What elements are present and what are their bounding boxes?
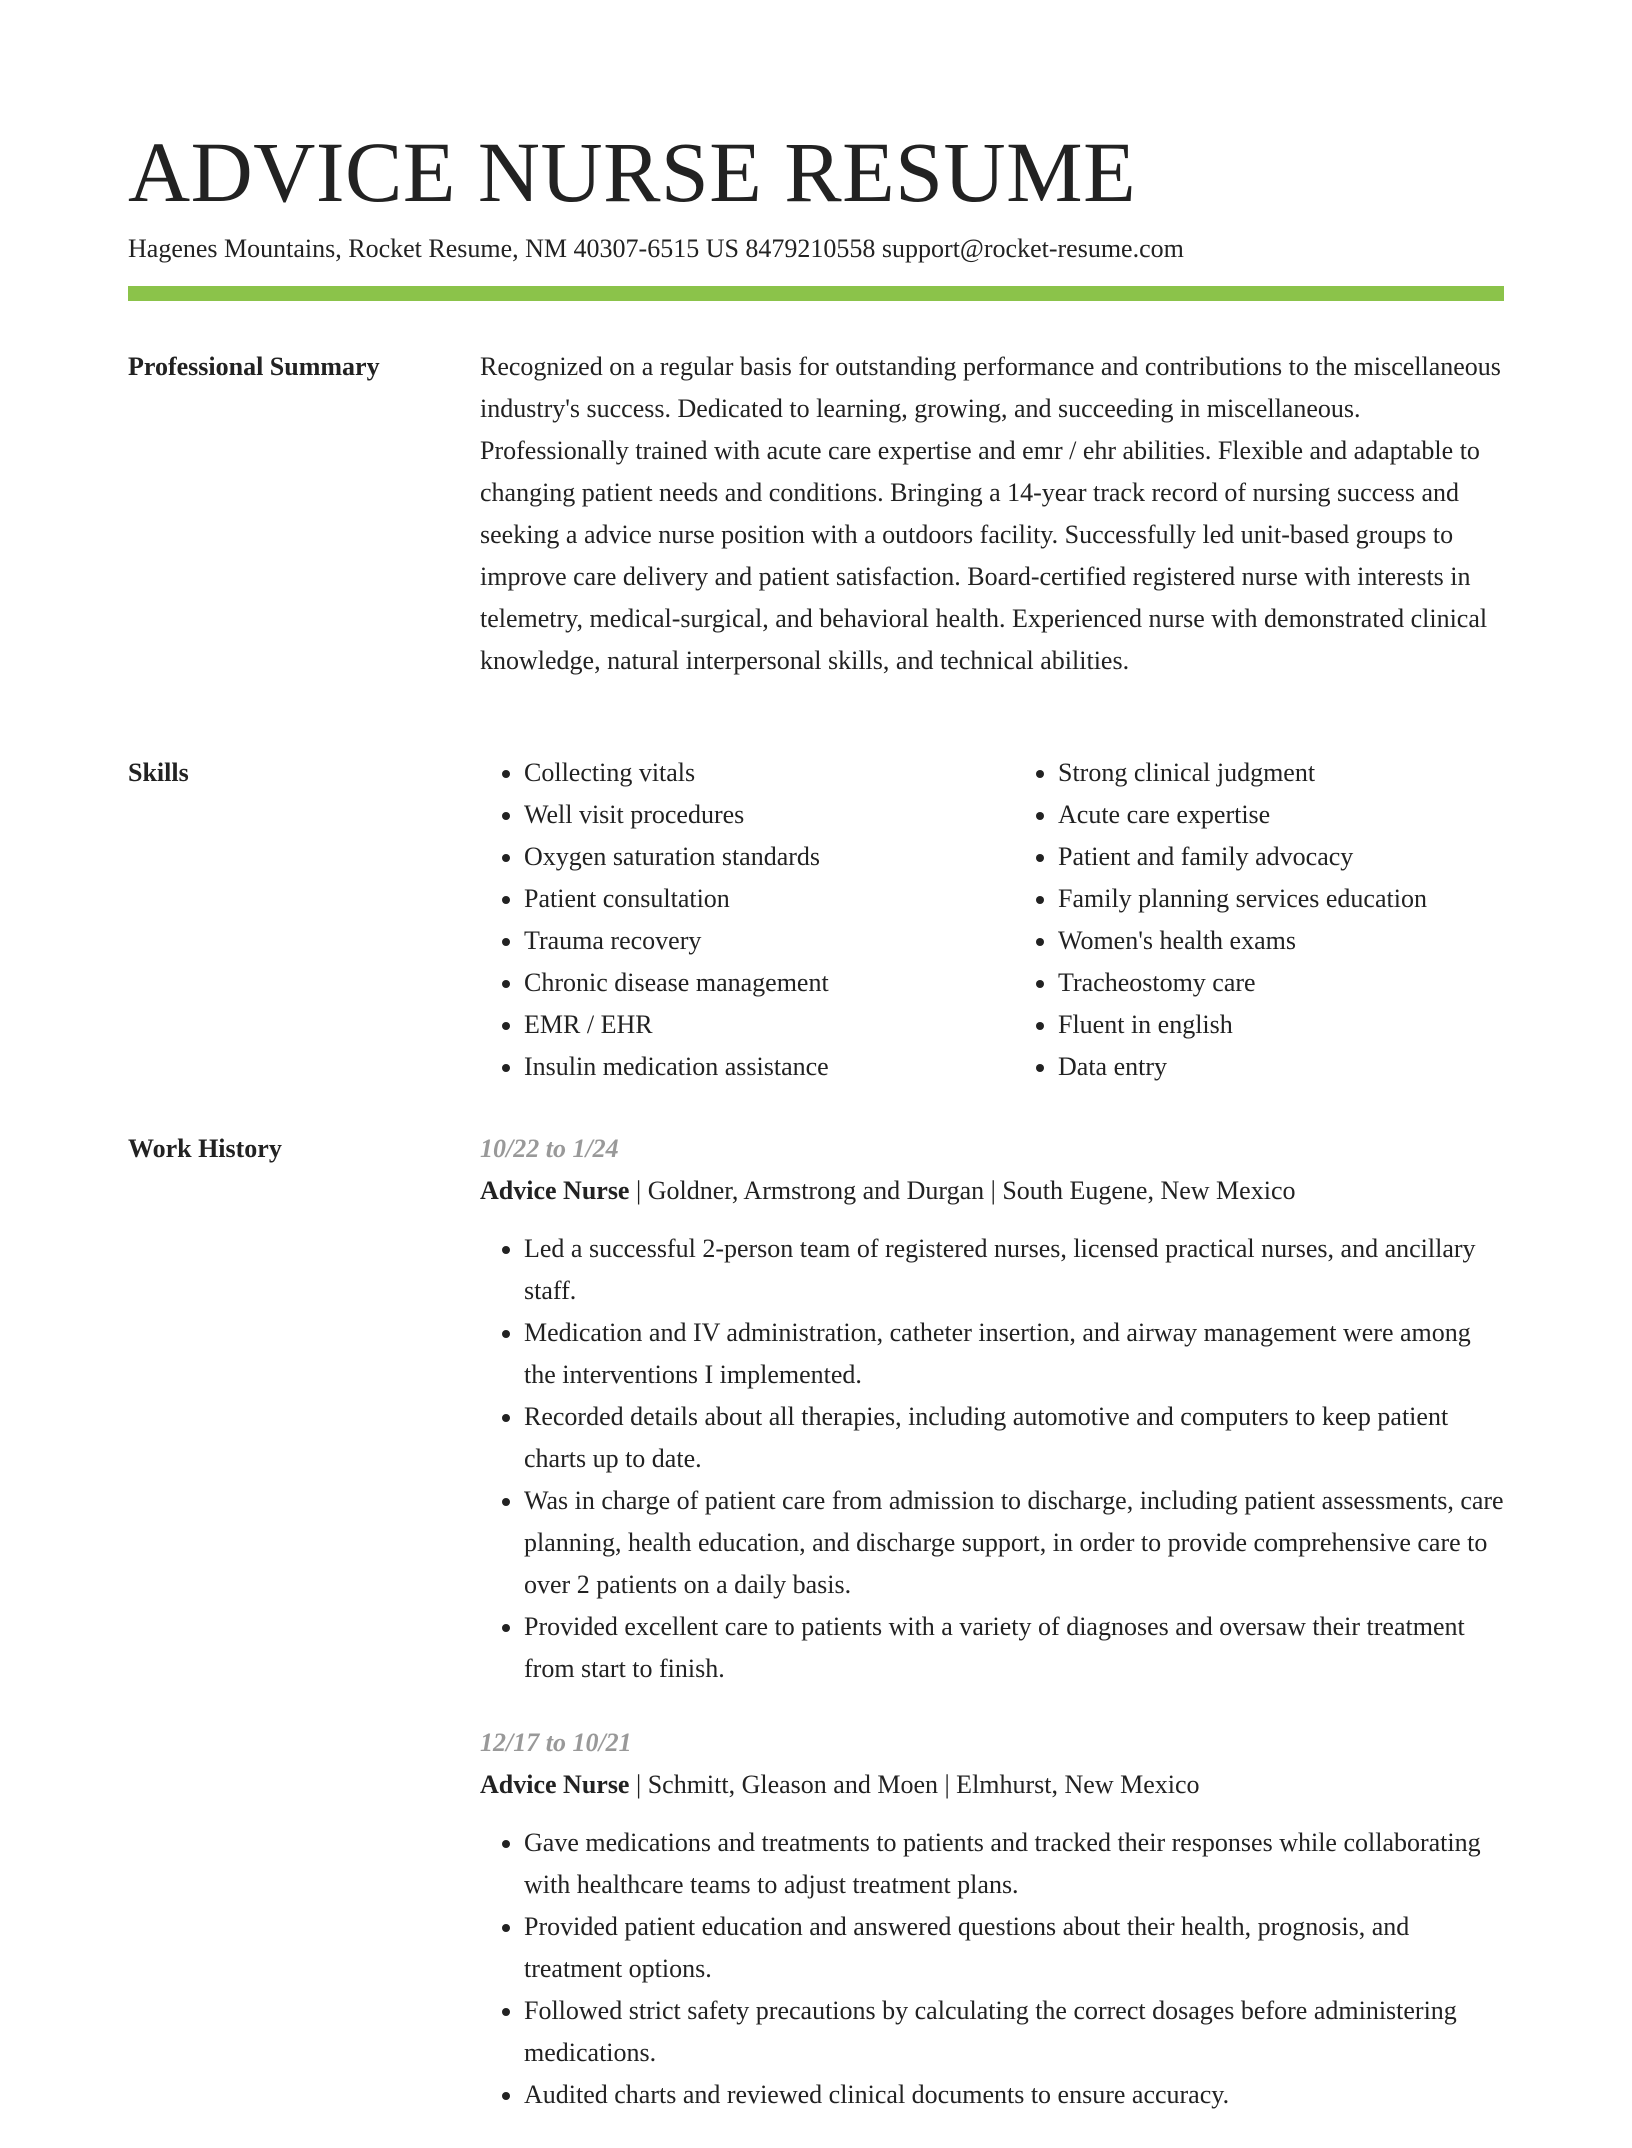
accent-divider (128, 286, 1504, 301)
skill-item: • Oxygen saturation standards (524, 836, 970, 878)
summary-body (480, 346, 1504, 682)
skill-item: • Chronic disease management (524, 962, 970, 1004)
job-bullet: • Gave medications and treatments to patients and tracked their responses while collaborating with healthcare teams to adjust treatment plans. (524, 1822, 1504, 1906)
skill-item: • Fluent in english (1058, 1004, 1504, 1046)
skill-item: • Strong clinical judgment (1058, 752, 1504, 794)
job-bullet: • Medication and IV administration, catheter insertion, and airway management were among the interventions I implemented. (524, 1312, 1504, 1396)
skill-item: • Trauma recovery (524, 920, 970, 962)
job-dates: 12/17 to 10/21 (480, 1728, 632, 1757)
skill-item: • Family planning services education (1058, 878, 1504, 920)
job-bullet: • Audited charts and reviewed clinical documents to ensure accuracy. (524, 2074, 1504, 2116)
job-details: | Schmitt, Gleason and Moen | Elmhurst, New Mexico (629, 1770, 1200, 1799)
contact-line: Hagenes Mountains, Rocket Resume, NM 40307-6515 US 8479210558 support@rocket-resume.com (128, 234, 1184, 263)
job-dates: 10/22 to 1/24 (480, 1134, 619, 1163)
job-entry (480, 1722, 1504, 2116)
work-heading: Work History (128, 1134, 282, 1163)
job-bullet: • Led a successful 2-person team of registered nurses, licensed practical nurses, and ancillary staff. (524, 1228, 1504, 1312)
job-entry (480, 1128, 1504, 1690)
skill-item: • Insulin medication assistance (524, 1046, 970, 1088)
skill-item: • Patient consultation (524, 878, 970, 920)
job-bullet: • Recorded details about all therapies, including automotive and computers to keep patient charts up to date. (524, 1396, 1504, 1480)
job-bullet: • Provided excellent care to patients with a variety of diagnoses and oversaw their treatment from start to finish. (524, 1606, 1504, 1690)
skill-item: • Collecting vitals (524, 752, 970, 794)
skills-list-right (1014, 752, 1504, 1088)
resume-title: ADVICE NURSE RESUME (128, 124, 1137, 220)
job-bullet: • Followed strict safety precautions by calculating the correct dosages before administering medications. (524, 1990, 1504, 2074)
job-title: Advice Nurse (480, 1176, 630, 1205)
job-bullet: • Was in charge of patient care from admission to discharge, including patient assessments, care planning, health education, and discharge support, in order to provide comprehensive care to over 2 patients on a daily basis. (524, 1480, 1504, 1606)
job-bullets (480, 1228, 1504, 1690)
skills-list-left (480, 752, 970, 1088)
skill-item: • Data entry (1058, 1046, 1504, 1088)
skills-heading: Skills (128, 758, 189, 787)
summary-text: Recognized on a regular basis for outstanding performance and contributions to the miscellaneous industry's success. Dedicated to learning, growing, and succeeding in miscellaneous. Professionally trained with acute care expertise and emr / ehr abilities. Flexible and adaptable to changing patient needs and conditions. Bringing a 14-year track record of nursing success and seeking a advice nurse position with a outdoors facility. Successfully led unit-based groups to improve care delivery and patient satisfaction. Board-certified registered nurse with interests in telemetry, medical-surgical, and behavioral health. Experienced nurse with demonstrated clinical knowledge, natural interpersonal skills, and technical abilities. (480, 352, 1501, 675)
skill-item: • Patient and family advocacy (1058, 836, 1504, 878)
skill-item: • Tracheostomy care (1058, 962, 1504, 1004)
skill-item: • Acute care expertise (1058, 794, 1504, 836)
skills-body (480, 752, 1504, 1088)
skill-item: • Women's health exams (1058, 920, 1504, 962)
job-bullet: • Provided patient education and answered questions about their health, prognosis, and treatment options. (524, 1906, 1504, 1990)
work-body (480, 1128, 1504, 2148)
summary-heading: Professional Summary (128, 352, 380, 381)
job-details: | Goldner, Armstrong and Durgan | South Eugene, New Mexico (629, 1176, 1296, 1205)
skill-item: • Well visit procedures (524, 794, 970, 836)
skill-item: • EMR / EHR (524, 1004, 970, 1046)
job-bullets (480, 1822, 1504, 2116)
job-header (480, 1764, 1504, 1806)
job-header (480, 1170, 1504, 1212)
job-title: Advice Nurse (480, 1770, 630, 1799)
